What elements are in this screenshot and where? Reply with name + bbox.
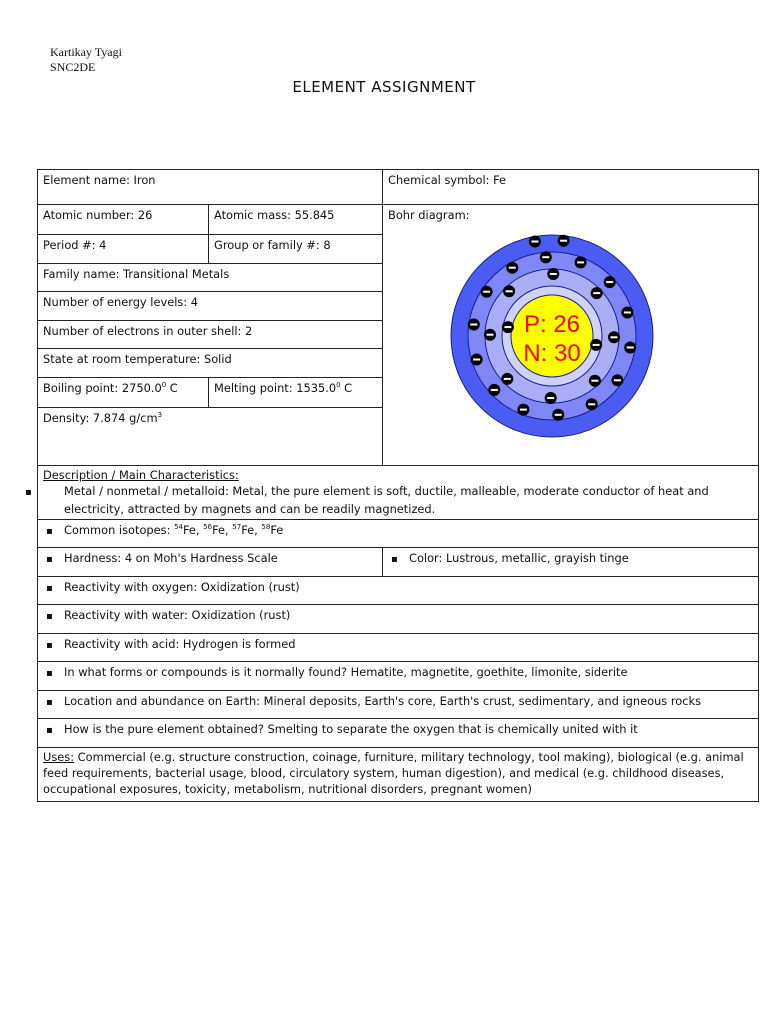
forms-cell: ▪ In what forms or compounds is it normally found? Hematite, magnetite, goethite, limonite, siderite	[38, 661, 759, 690]
isotope-mass: 57	[232, 522, 242, 531]
hardness-cell: ▪ Hardness: 4 on Moh's Hardness Scale	[38, 547, 383, 576]
acid-cell: ▪ Reactivity with acid: Hydrogen is formed	[38, 633, 759, 661]
obtained-cell: ▪ How is the pure element obtained? Smelting to separate the oxygen that is chemically united with it	[38, 718, 759, 747]
electron-minus-sign	[593, 344, 600, 346]
period-cell: Period #: 4	[38, 235, 209, 264]
electron-minus-sign	[611, 336, 618, 338]
isotope-mass: 58	[261, 522, 271, 531]
isotope-mass: 54	[174, 522, 183, 531]
electron-minus-sign	[509, 267, 516, 269]
isotope-symbol: Fe	[182, 522, 196, 537]
family-name-cell: Family name: Transitional Metals	[38, 263, 383, 292]
electron-minus-sign	[483, 291, 490, 293]
isotopes-cell: ▪ Common isotopes: $^{54}$Fe, $^{56}$Fe, $^{57}$Fe, $^{58}$Fe	[38, 519, 759, 547]
electron-minus-sign	[504, 326, 511, 328]
electron-minus-sign	[550, 273, 557, 275]
isotope	[203, 523, 225, 537]
color-cell: ▪ Color: Lustrous, metallic, grayish tinge	[383, 547, 759, 576]
electron-minus-sign	[473, 359, 480, 361]
electron-minus-sign	[627, 347, 634, 349]
boiling-point-cell: Boiling point: 2750.0$^0$ C	[38, 377, 209, 407]
electron-minus-sign	[593, 292, 600, 294]
isotope-symbol: Fe	[270, 522, 284, 537]
metal-bullet: ▪ Metal / nonmetal / metalloid: Metal, the pure element is soft, ductile, malleable, moderate conductor of heat and electricity, attracted by magnets and can be readily magnetized.	[43, 483, 753, 517]
bohr-diagram	[448, 231, 656, 441]
isotope-symbol: Fe	[212, 522, 226, 537]
electron-minus-sign	[591, 380, 598, 382]
isotope-list: $^{54}$Fe, $^{56}$Fe, $^{57}$Fe, $^{58}$Fe	[174, 522, 284, 537]
uses-cell	[38, 747, 759, 801]
description-cell	[38, 465, 759, 519]
water-cell: ▪ Reactivity with water: Oxidization (rust)	[38, 604, 759, 633]
electron-minus-sign	[470, 324, 477, 326]
electron-minus-sign	[531, 241, 538, 243]
uses-text: Commercial (e.g. structure construction, coinage, furniture, military technology, tool making), biological (e.g. animal feed requirements, bacterial usage, blood, circulatory system, human digestion), and medical (e.g. childhood diseases, occupational exposures, toxicity, metabolism, nutritional disorders, pregnant women)	[43, 749, 744, 796]
electron-minus-sign	[560, 240, 567, 242]
page-title: ELEMENT ASSIGNMENT	[292, 78, 476, 96]
isotope	[232, 523, 254, 537]
electron-minus-sign	[506, 290, 513, 292]
location-cell: ▪ Location and abundance on Earth: Mineral deposits, Earth's core, Earth's crust, sedimentary, and igneous rocks	[38, 690, 759, 718]
oxygen-cell: ▪ Reactivity with oxygen: Oxidization (rust)	[38, 576, 759, 604]
electron-minus-sign	[606, 281, 613, 283]
electron-minus-sign	[614, 379, 621, 381]
description-title: Description / Main Characteristics:	[43, 467, 239, 482]
electron-minus-sign	[487, 334, 494, 336]
proton-count: P: 26	[523, 311, 581, 338]
element-name-cell: Element name: Iron	[38, 170, 383, 205]
isotope	[261, 523, 283, 537]
atomic-number-cell: Atomic number: 26	[38, 205, 209, 235]
electron-minus-sign	[555, 414, 562, 416]
chemical-symbol-cell: Chemical symbol: Fe	[383, 170, 759, 205]
isotope	[174, 523, 196, 537]
state-cell: State at room temperature: Solid	[38, 349, 383, 378]
electron-minus-sign	[624, 312, 631, 314]
element-table	[37, 169, 759, 802]
outer-electrons-cell: Number of electrons in outer shell: 2	[38, 320, 383, 349]
neutron-count: N: 30	[523, 340, 581, 367]
density-cell: Density: 7.874 $g/cm^3$	[38, 407, 383, 465]
electron-minus-sign	[491, 389, 498, 391]
electron-minus-sign	[542, 256, 549, 258]
electron-minus-sign	[520, 409, 527, 411]
student-name: Kartikay Tyagi	[50, 45, 122, 59]
student-header	[50, 45, 122, 75]
atomic-mass-cell: Atomic mass: 55.845	[209, 205, 383, 235]
electron-minus-sign	[577, 261, 584, 263]
isotope-mass: 56	[203, 522, 213, 531]
electron-minus-sign	[588, 403, 595, 405]
course-code: SNC2DE	[50, 60, 96, 74]
energy-levels-cell: Number of energy levels: 4	[38, 292, 383, 321]
melting-point-cell: Melting point: 1535.0$^0$ C	[209, 377, 383, 407]
electron-minus-sign	[547, 397, 554, 399]
electron-minus-sign	[504, 378, 511, 380]
group-cell: Group or family #: 8	[209, 235, 383, 264]
isotope-symbol: Fe	[241, 522, 255, 537]
bohr-label: Bohr diagram:	[388, 208, 470, 222]
bohr-diagram-cell	[383, 205, 759, 466]
uses-title: Uses:	[43, 749, 75, 764]
